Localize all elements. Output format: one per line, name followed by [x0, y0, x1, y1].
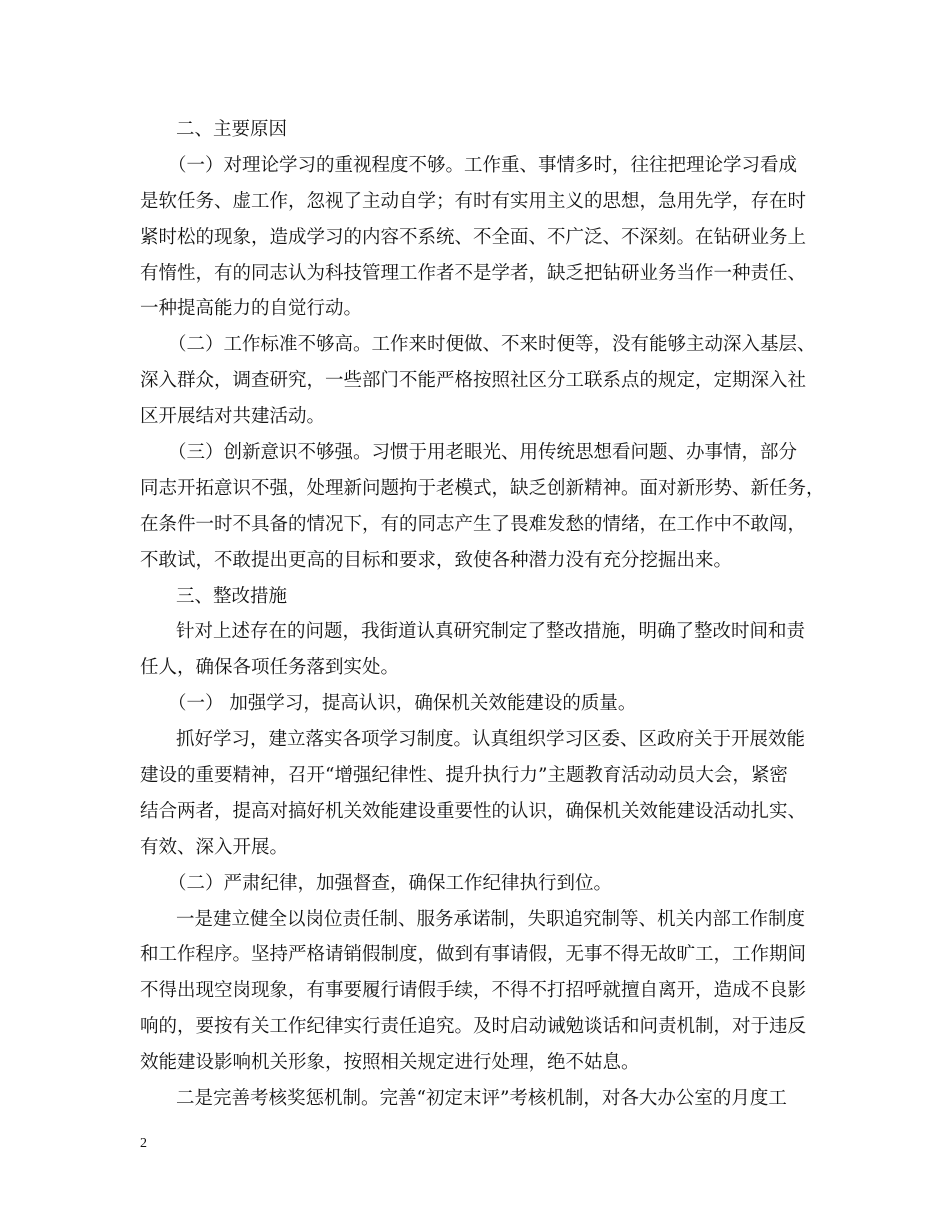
text-line: 效能建设影响机关形象，按照相关规定进行处理，绝不姑息。: [140, 1052, 640, 1074]
text-line: 同志开拓意识不强，处理新问题拘于老模式，缺乏创新精神。面对新形势、新任务，: [140, 477, 825, 499]
text-line: 有效、深入开展。: [140, 836, 289, 858]
text-line: 不得出现空岗现象，有事要履行请假手续，不得不打招呼就擅自离开，造成不良影: [140, 980, 807, 1002]
text-line: 区开展结对共建活动。: [140, 406, 326, 428]
text-line: 响的，要按有关工作纪律实行责任追究。及时启动诫勉谈话和问责机制，对于违反: [140, 1016, 807, 1038]
text-line: 一是建立健全以岗位责任制、服务承诺制，失职追究制等、机关内部工作制度: [176, 908, 806, 930]
text-line: 建设的重要精神，召开“增强纪律性、提升执行力”主题教育活动动员大会，紧密: [140, 765, 788, 787]
text-line: 结合两者，提高对搞好机关效能建设重要性的认识，确保机关效能建设活动扎实、: [140, 800, 807, 822]
text-line: （二）工作标准不够高。工作来时便做、不来时便等，没有能够主动深入基层、: [168, 334, 816, 356]
text-line: 针对上述存在的问题，我街道认真研究制定了整改措施，明确了整改时间和责: [176, 621, 806, 643]
text-line: （一） 加强学习，提高认识，确保机关效能建设的质量。: [168, 693, 637, 715]
text-line: 和工作程序。坚持严格请销假制度，做到有事请假，无事不得无故旷工，工作期间: [140, 944, 807, 966]
text-line: 任人，确保各项任务落到实处。: [140, 657, 400, 679]
document-body: [140, 112, 830, 1117]
text-line: （三）创新意识不够强。习惯于用老眼光、用传统思想看问题、办事情，部分: [168, 442, 798, 464]
text-line: 是软任务、虚工作，忽视了主动自学；有时有实用主义的思想，急用先学，存在时: [140, 190, 807, 212]
text-line: 不敢试，不敢提出更高的目标和要求，致使各种潜力没有充分挖掘出来。: [140, 549, 733, 571]
text-line: 二、主要原因: [176, 119, 288, 140]
text-line: 一种提高能力的自觉行动。: [140, 298, 363, 320]
text-line: （一）对理论学习的重视程度不够。工作重、事情多时，往往把理论学习看成: [168, 154, 798, 176]
text-line: 三、整改措施: [176, 585, 288, 607]
text-line: 在条件一时不具备的情况下，有的同志产生了畏难发愁的情绪，在工作中不敢闯，: [140, 513, 807, 535]
text-line: 二是完善考核奖惩机制。完善“初定末评”考核机制，对各大办公室的月度工: [176, 1088, 787, 1110]
text-line: 抓好学习，建立落实各项学习制度。认真组织学习区委、区政府关于开展效能: [176, 729, 806, 751]
text-line: 有惰性，有的同志认为科技管理工作者不是学者，缺乏把钻研业务当作一种责任、: [140, 262, 807, 284]
text-line: 深入群众，调查研究，一些部门不能严格按照社区分工联系点的规定，定期深入社: [140, 370, 807, 392]
page-number: 2: [140, 1136, 147, 1151]
text-line: （二）严肃纪律，加强督查，确保工作纪律执行到位。: [168, 872, 613, 894]
text-line: 紧时松的现象，造成学习的内容不系统、不全面、不广泛、不深刻。在钻研业务上: [140, 226, 807, 248]
